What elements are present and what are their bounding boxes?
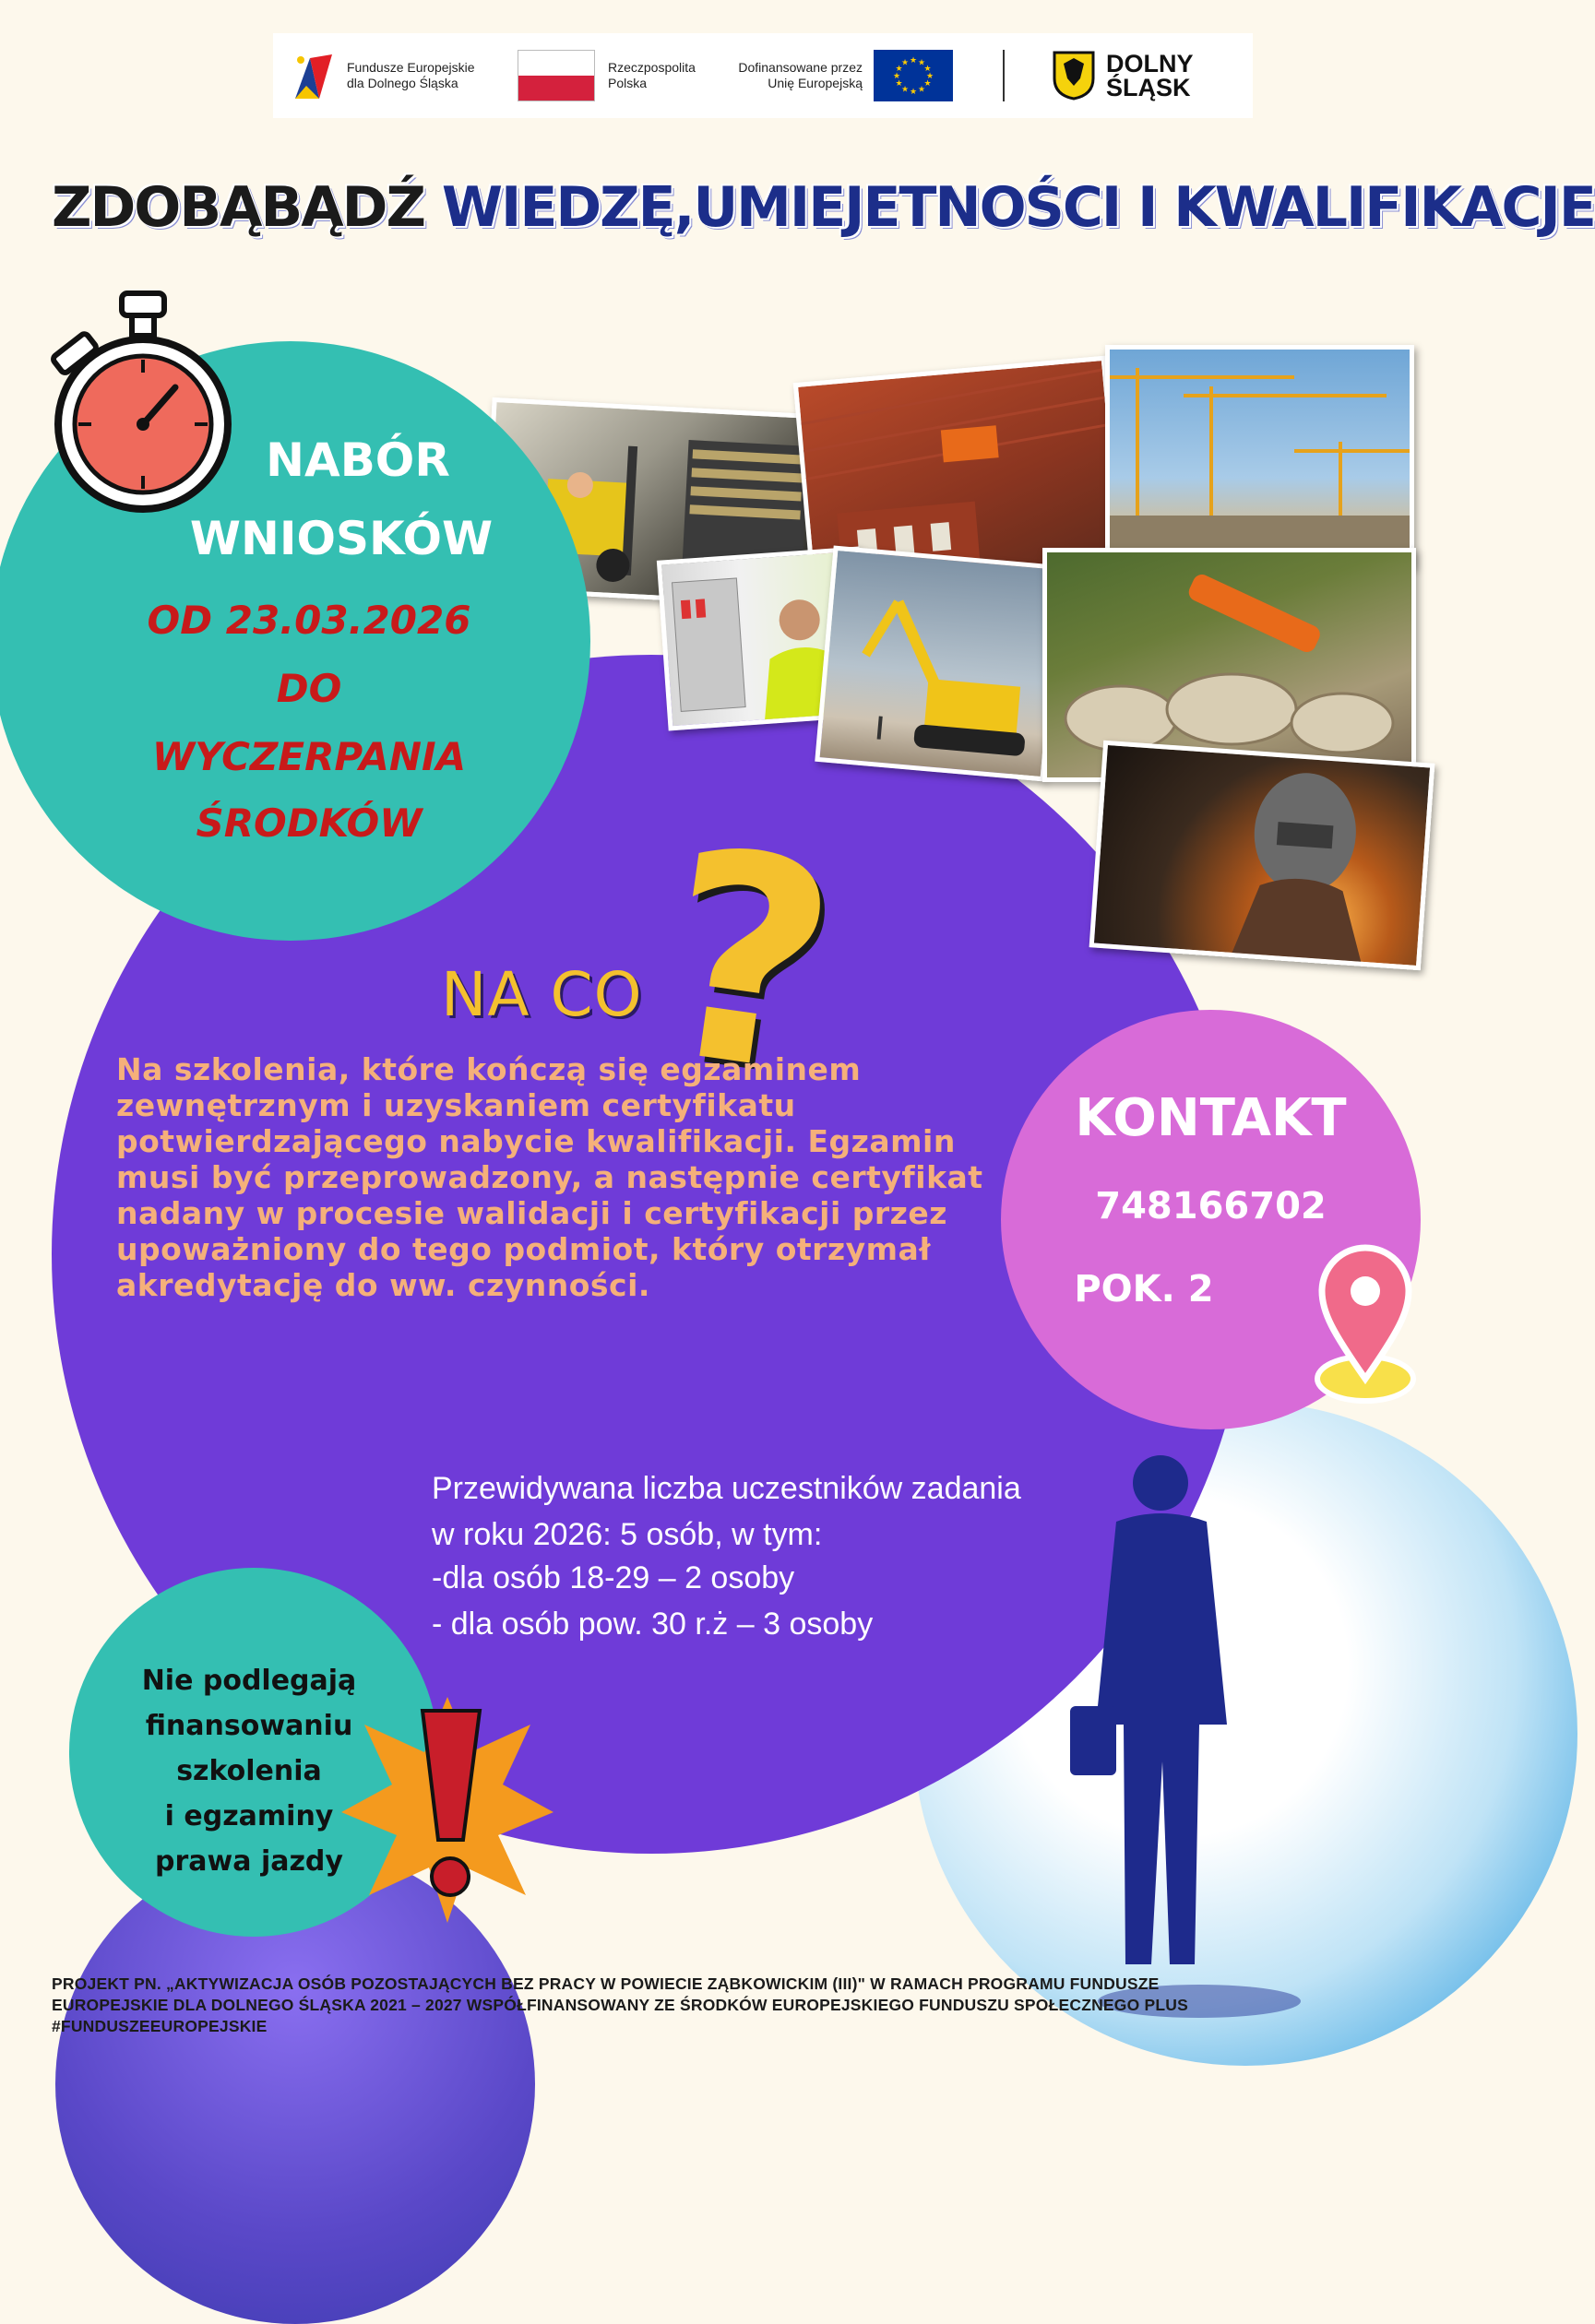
svg-text:★: ★ bbox=[923, 65, 932, 74]
recruitment-title-line1: NABÓR bbox=[266, 433, 450, 487]
svg-text:★: ★ bbox=[900, 58, 910, 68]
svg-text:★: ★ bbox=[895, 65, 903, 74]
notice-text: Nie podlegają finansowaniu szkolenia i egzaminy prawa jazdy bbox=[141, 1665, 357, 1878]
photo-chainsaw-logs bbox=[1042, 548, 1416, 782]
polish-flag-icon bbox=[518, 50, 595, 101]
location-pin-icon bbox=[1315, 1240, 1416, 1406]
participants-line: -dla osób 18-29 – 2 osoby bbox=[432, 1560, 795, 1595]
participants-line: Przewidywana liczba uczestników zadania bbox=[432, 1471, 1021, 1506]
logo-strip bbox=[273, 33, 1253, 118]
dolny-slask-text: DOLNY ŚLĄSK bbox=[1106, 50, 1194, 101]
photo-excavator bbox=[815, 546, 1064, 782]
photo-welder bbox=[1089, 741, 1435, 971]
page-headline: ZDOBĄBĄDŹ WIEDZĘ,UMIEJETNOŚCI I KWALIFIKACJE bbox=[52, 175, 1595, 240]
svg-text:★: ★ bbox=[923, 79, 932, 89]
participants-line: w roku 2026: 5 osób, w tym: bbox=[432, 1517, 823, 1552]
recruitment-date-start: OD 23.03.2026 bbox=[147, 598, 471, 643]
training-description: Na szkolenia, które kończą się egzaminem zewnętrznym i uzyskaniem certyfikatu potwierdzającego nabycie kwalifikacji. Egzamin musi być przeprowadzony, a następnie certyfikat nadany w procesie walidacji i certyfikacji przez upoważniony do tego podmiot, który otrzymał akredytację do ww. czynności. bbox=[116, 1051, 983, 1303]
recruitment-date-funds: ŚRODKÓW bbox=[196, 800, 423, 846]
svg-text:★: ★ bbox=[917, 85, 926, 95]
photo-construction-cranes bbox=[1105, 345, 1414, 568]
svg-text:★: ★ bbox=[892, 72, 901, 81]
svg-text:★: ★ bbox=[917, 58, 926, 68]
svg-text:★: ★ bbox=[909, 88, 918, 97]
recruitment-date-to: DO bbox=[276, 666, 342, 711]
businessman-silhouette-icon bbox=[1052, 1448, 1273, 2020]
recruitment-title-line2: WNIOSKÓW bbox=[189, 512, 494, 565]
contact-phone: 748166702 bbox=[1095, 1185, 1327, 1227]
svg-text:★: ★ bbox=[925, 72, 934, 81]
contact-title: KONTAKT bbox=[1075, 1088, 1347, 1148]
dolny-slask-crest-icon bbox=[1053, 51, 1095, 101]
stopwatch-icon bbox=[37, 286, 249, 516]
logo-divider bbox=[1003, 50, 1005, 101]
project-footer: PROJEKT PN. „AKTYWIZACJA OSÓB POZOSTAJĄCYCH BEZ PRACY W POWIECIE ZĄBKOWICKIM (III)" W RAMACH PROGRAMU FUNDUSZE EUROPEJSKIE DLA DOLNEGO ŚLĄSKA 2021 – 2027 WSPÓŁFINANSOWANY ZE ŚRODKÓW EUROPEJSKIEGO FUNDUSZU SPOŁECZNEGO PLUS #FUNDUSZEEUROPEJSKIE bbox=[52, 1974, 1188, 2035]
pl-logo-text: Rzeczpospolita Polska bbox=[608, 60, 696, 90]
contact-room: POK. 2 bbox=[1074, 1268, 1214, 1310]
eu-flag-icon bbox=[874, 50, 953, 101]
question-title: NA CO bbox=[441, 959, 643, 1030]
eu-logo-text: Dofinansowane przez Unię Europejską bbox=[738, 60, 863, 90]
svg-text:★: ★ bbox=[895, 79, 903, 89]
fe-logo-text: Fundusze Europejskie dla Dolnego Śląska bbox=[347, 60, 475, 90]
svg-text:★: ★ bbox=[909, 56, 918, 65]
recruitment-date-until: WYCZERPANIA bbox=[151, 734, 467, 779]
fundusze-europejskie-logo-icon bbox=[292, 49, 336, 102]
question-mark-icon: ? bbox=[641, 787, 853, 1140]
svg-text:★: ★ bbox=[900, 85, 910, 95]
participants-line: - dla osób pow. 30 r.ż – 3 osoby bbox=[432, 1607, 874, 1642]
